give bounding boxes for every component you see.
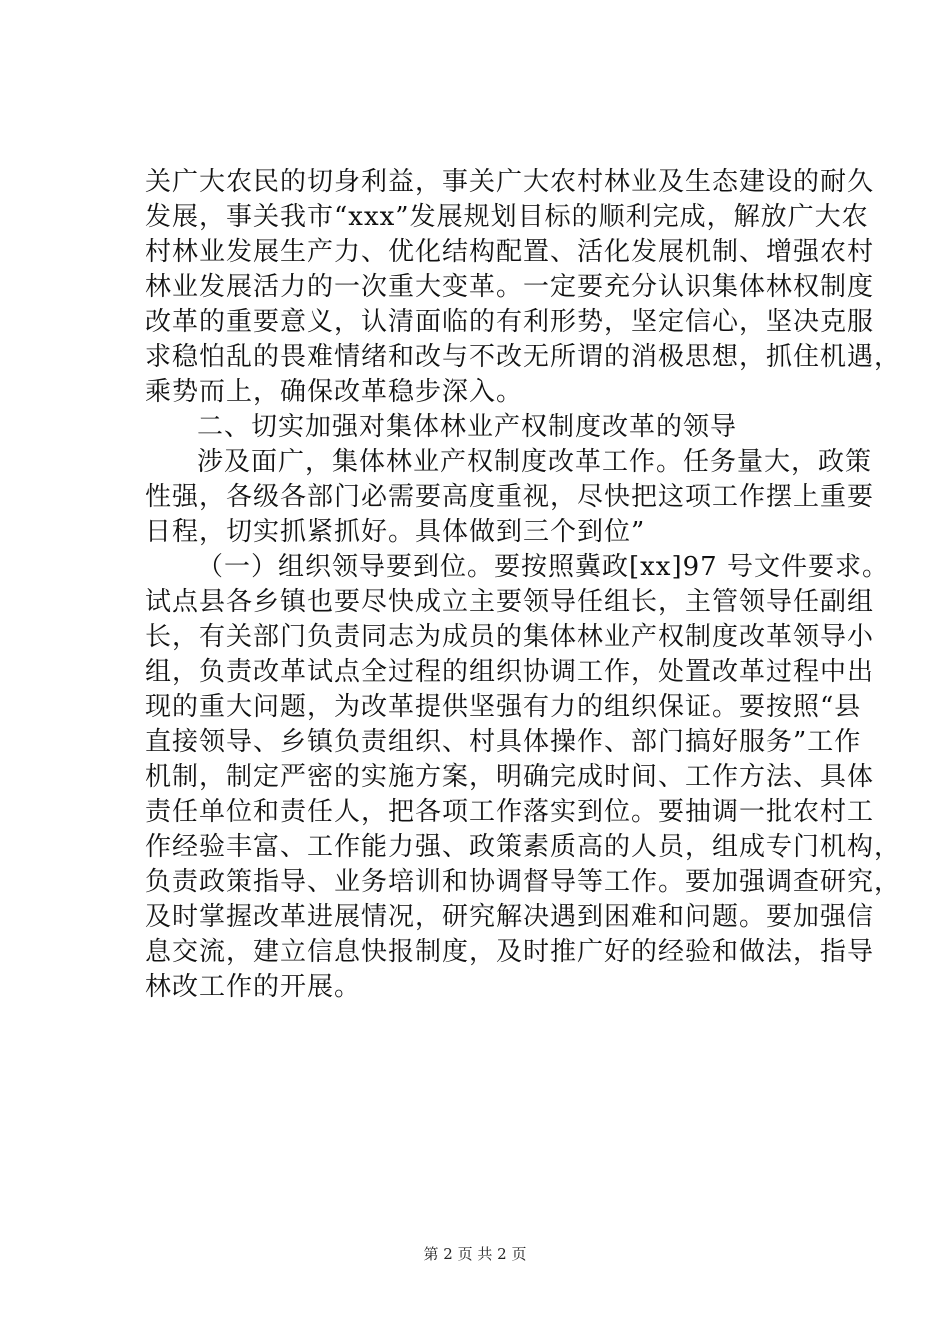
subsection-heading: （一）组织领导要到位。要按照冀政[xx]97 号文件要求。 [197, 552, 889, 582]
section-heading: 二、切实加强对集体林业产权制度改革的领导 [197, 412, 738, 442]
text-line: 长，有关部门负责同志为成员的集体林业产权制度改革领导小 [145, 622, 875, 652]
text-line: 改革的重要意义，认清面临的有利形势，坚定信心，坚决克服 [145, 307, 875, 337]
text-line: 直接领导、乡镇负责组织、村具体操作、部门搞好服务”工作 [145, 727, 862, 757]
text-line: 村林业发展生产力、优化结构配置、活化发展机制、增强农村 [145, 237, 875, 267]
text-line: 性强，各级各部门必需要高度重视，尽快把这项工作摆上重要 [145, 482, 875, 512]
text-line: 组，负责改革试点全过程的组织协调工作，处置改革过程中出 [145, 657, 875, 687]
document-body [145, 165, 902, 1005]
text-line: 责任单位和责任人，把各项工作落实到位。要抽调一批农村工 [145, 797, 875, 827]
text-line: 试点县各乡镇也要尽快成立主要领导任组长，主管领导任副组 [145, 587, 875, 617]
page-number-footer: 第 2 页 共 2 页 [423, 1245, 527, 1263]
text-line: 涉及面广，集体林业产权制度改革工作。任务量大，政策 [197, 447, 873, 477]
text-line: 机制，制定严密的实施方案，明确完成时间、工作方法、具体 [145, 762, 875, 792]
text-line: 及时掌握改革进展情况，研究解决遇到困难和问题。要加强信 [145, 902, 875, 932]
text-line: 负责政策指导、业务培训和协调督导等工作。要加强调查研究， [145, 867, 902, 897]
text-line: 日程，切实抓紧抓好。具体做到三个到位” [145, 517, 646, 547]
text-line: 息交流，建立信息快报制度，及时推广好的经验和做法，指导 [145, 937, 875, 967]
text-line: 作经验丰富、工作能力强、政策素质高的人员，组成专门机构， [145, 832, 902, 862]
text-line: 林业发展活力的一次重大变革。一定要充分认识集体林权制度 [145, 272, 875, 302]
text-line: 关广大农民的切身利益，事关广大农村林业及生态建设的耐久 [145, 167, 875, 197]
text-line: 求稳怕乱的畏难情绪和改与不改无所谓的消极思想，抓住机遇， [145, 342, 902, 372]
text-line: 现的重大问题，为改革提供坚强有力的组织保证。要按照“县 [145, 692, 862, 722]
text-line: 发展，事关我市“xxx”发展规划目标的顺利完成，解放广大农 [145, 202, 869, 232]
text-line: 乘势而上，确保改革稳步深入。 [145, 377, 524, 407]
text-line: 林改工作的开展。 [145, 972, 362, 1002]
